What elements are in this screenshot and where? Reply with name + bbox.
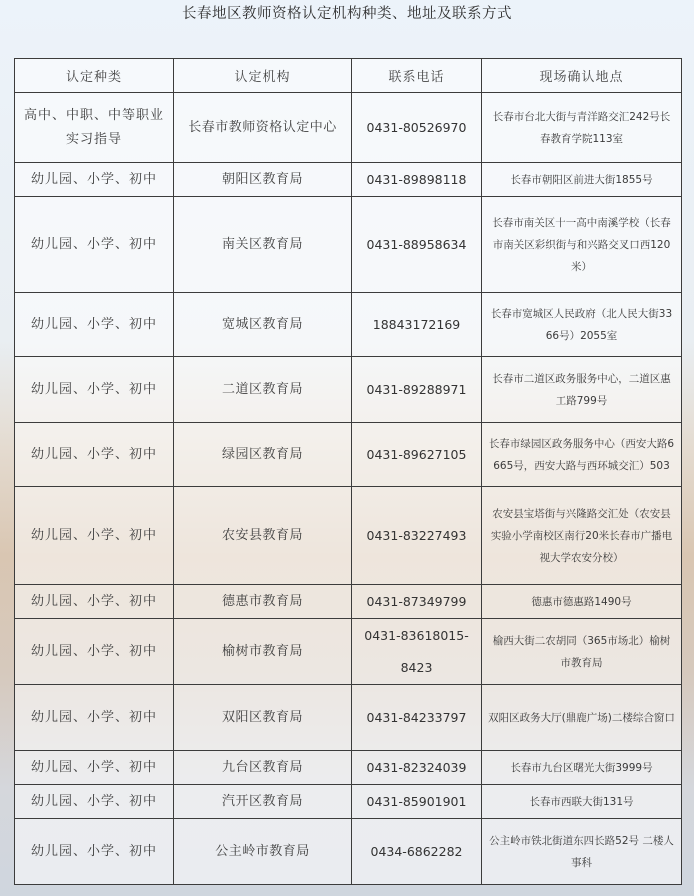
table-row bbox=[15, 293, 682, 357]
cell-type: 幼儿园、小学、初中 bbox=[15, 819, 174, 885]
table-row bbox=[15, 357, 682, 423]
cell-address: 长春市台北大街与青洋路交汇242号长春教育学院113室 bbox=[482, 93, 682, 163]
cell-address: 公主岭市铁北街道东四长路52号 二楼人事科 bbox=[482, 819, 682, 885]
cell-phone: 18843172169 bbox=[352, 293, 482, 357]
cell-org: 汽开区教育局 bbox=[174, 785, 352, 819]
cell-phone: 0431-89898118 bbox=[352, 163, 482, 197]
cell-phone: 0434-6862282 bbox=[352, 819, 482, 885]
cell-address: 德惠市德惠路1490号 bbox=[482, 585, 682, 619]
cell-org: 农安县教育局 bbox=[174, 487, 352, 585]
cell-address: 榆西大街二农胡同（365市场北）榆树市教育局 bbox=[482, 619, 682, 685]
cell-address: 双阳区政务大厅(鼎鹿广场)二楼综合窗口 bbox=[482, 685, 682, 751]
cell-phone: 0431-88958634 bbox=[352, 197, 482, 293]
table-row bbox=[15, 163, 682, 197]
cell-org: 宽城区教育局 bbox=[174, 293, 352, 357]
cell-phone: 0431-82324039 bbox=[352, 751, 482, 785]
header-type: 认定种类 bbox=[15, 59, 174, 93]
cell-type: 幼儿园、小学、初中 bbox=[15, 293, 174, 357]
cell-address: 长春市九台区曙光大街3999号 bbox=[482, 751, 682, 785]
table-row bbox=[15, 751, 682, 785]
cell-type: 幼儿园、小学、初中 bbox=[15, 785, 174, 819]
table-row bbox=[15, 197, 682, 293]
cell-phone: 0431-83618015-8423 bbox=[352, 619, 482, 685]
cell-org: 九台区教育局 bbox=[174, 751, 352, 785]
cell-type: 幼儿园、小学、初中 bbox=[15, 163, 174, 197]
table-row bbox=[15, 819, 682, 885]
cell-org: 双阳区教育局 bbox=[174, 685, 352, 751]
cell-type: 幼儿园、小学、初中 bbox=[15, 685, 174, 751]
cell-type: 幼儿园、小学、初中 bbox=[15, 423, 174, 487]
cell-org: 南关区教育局 bbox=[174, 197, 352, 293]
page-title: 长春地区教师资格认定机构种类、地址及联系方式 bbox=[182, 6, 512, 22]
header-org: 认定机构 bbox=[174, 59, 352, 93]
cell-phone: 0431-87349799 bbox=[352, 585, 482, 619]
cell-address: 长春市南关区十一高中南溪学校（长春市南关区彩织街与和兴路交叉口西120米） bbox=[482, 197, 682, 293]
table-row bbox=[15, 585, 682, 619]
cell-type: 幼儿园、小学、初中 bbox=[15, 751, 174, 785]
cell-phone: 0431-85901901 bbox=[352, 785, 482, 819]
cell-phone: 0431-80526970 bbox=[352, 93, 482, 163]
table-row bbox=[15, 93, 682, 163]
cell-phone: 0431-89288971 bbox=[352, 357, 482, 423]
cell-org: 二道区教育局 bbox=[174, 357, 352, 423]
cell-type: 幼儿园、小学、初中 bbox=[15, 487, 174, 585]
table-row bbox=[15, 685, 682, 751]
table-row bbox=[15, 423, 682, 487]
cell-type: 幼儿园、小学、初中 bbox=[15, 619, 174, 685]
cell-org: 长春市教师资格认定中心 bbox=[174, 93, 352, 163]
cell-type: 高中、中职、中等职业实习指导 bbox=[15, 93, 174, 163]
cell-address: 农安县宝塔街与兴隆路交汇处（农安县实验小学南校区南行20米长春市广播电视大学农安分校） bbox=[482, 487, 682, 585]
cell-address: 长春市朝阳区前进大街1855号 bbox=[482, 163, 682, 197]
header-address: 现场确认地点 bbox=[482, 59, 682, 93]
cell-address: 长春市二道区政务服务中心，二道区惠工路799号 bbox=[482, 357, 682, 423]
cell-org: 榆树市教育局 bbox=[174, 619, 352, 685]
table-row bbox=[15, 619, 682, 685]
cell-type: 幼儿园、小学、初中 bbox=[15, 585, 174, 619]
certification-table bbox=[14, 58, 682, 885]
cell-org: 德惠市教育局 bbox=[174, 585, 352, 619]
cell-org: 绿园区教育局 bbox=[174, 423, 352, 487]
cell-org: 公主岭市教育局 bbox=[174, 819, 352, 885]
cell-org: 朝阳区教育局 bbox=[174, 163, 352, 197]
cell-address: 长春市西联大街131号 bbox=[482, 785, 682, 819]
table-header-row bbox=[15, 59, 682, 93]
cell-phone: 0431-89627105 bbox=[352, 423, 482, 487]
cell-phone: 0431-84233797 bbox=[352, 685, 482, 751]
cell-type: 幼儿园、小学、初中 bbox=[15, 357, 174, 423]
cell-phone: 0431-83227493 bbox=[352, 487, 482, 585]
cell-address: 长春市绿园区政务服务中心（西安大路6665号，西安大路与西环城交汇）503 bbox=[482, 423, 682, 487]
table-row bbox=[15, 487, 682, 585]
table-row bbox=[15, 785, 682, 819]
cell-type: 幼儿园、小学、初中 bbox=[15, 197, 174, 293]
header-phone: 联系电话 bbox=[352, 59, 482, 93]
cell-address: 长春市宽城区人民政府（北人民大街3366号）2055室 bbox=[482, 293, 682, 357]
